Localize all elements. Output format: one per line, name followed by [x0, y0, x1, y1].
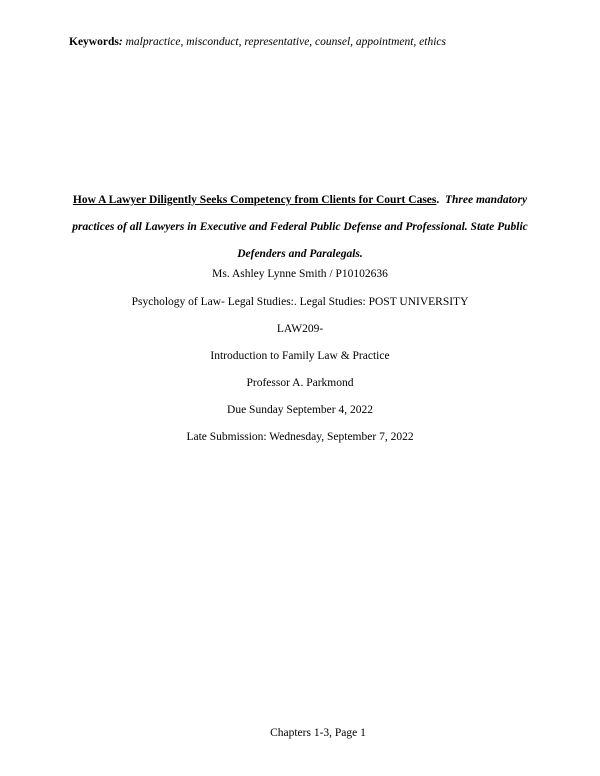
- keywords-line: [69, 36, 446, 48]
- keywords-colon: :: [118, 36, 123, 48]
- keywords-list: malpractice, misconduct, representative, counsel, appointment, ethics: [122, 36, 446, 48]
- author-line: Ms. Ashley Lynne Smith / P10102636: [212, 268, 388, 280]
- course-name-line: Introduction to Family Law & Practice: [210, 350, 390, 362]
- title-main: How A Lawyer Diligently Seeks Competency from Clients for Court Cases: [72, 194, 437, 206]
- due-date-line: Due Sunday September 4, 2022: [227, 404, 373, 416]
- keywords-label: Keywords: [69, 36, 119, 48]
- title-subtitle: Three mandatory practices of all Lawyers in Executive and Federal Public Defense and Professional. State Public Defenders and Paralegals.: [72, 194, 528, 260]
- course-code-line: LAW209-: [276, 323, 324, 335]
- late-submission-line: Late Submission: Wednesday, September 7, 2022: [186, 431, 414, 443]
- title-period: .: [436, 194, 440, 206]
- program-line: Psychology of Law- Legal Studies:. Legal Studies: POST UNIVERSITY: [131, 296, 469, 308]
- page-footer: Chapters 1-3, Page 1: [270, 727, 366, 739]
- document-title: [60, 187, 540, 268]
- professor-line: Professor A. Parkmond: [246, 377, 354, 389]
